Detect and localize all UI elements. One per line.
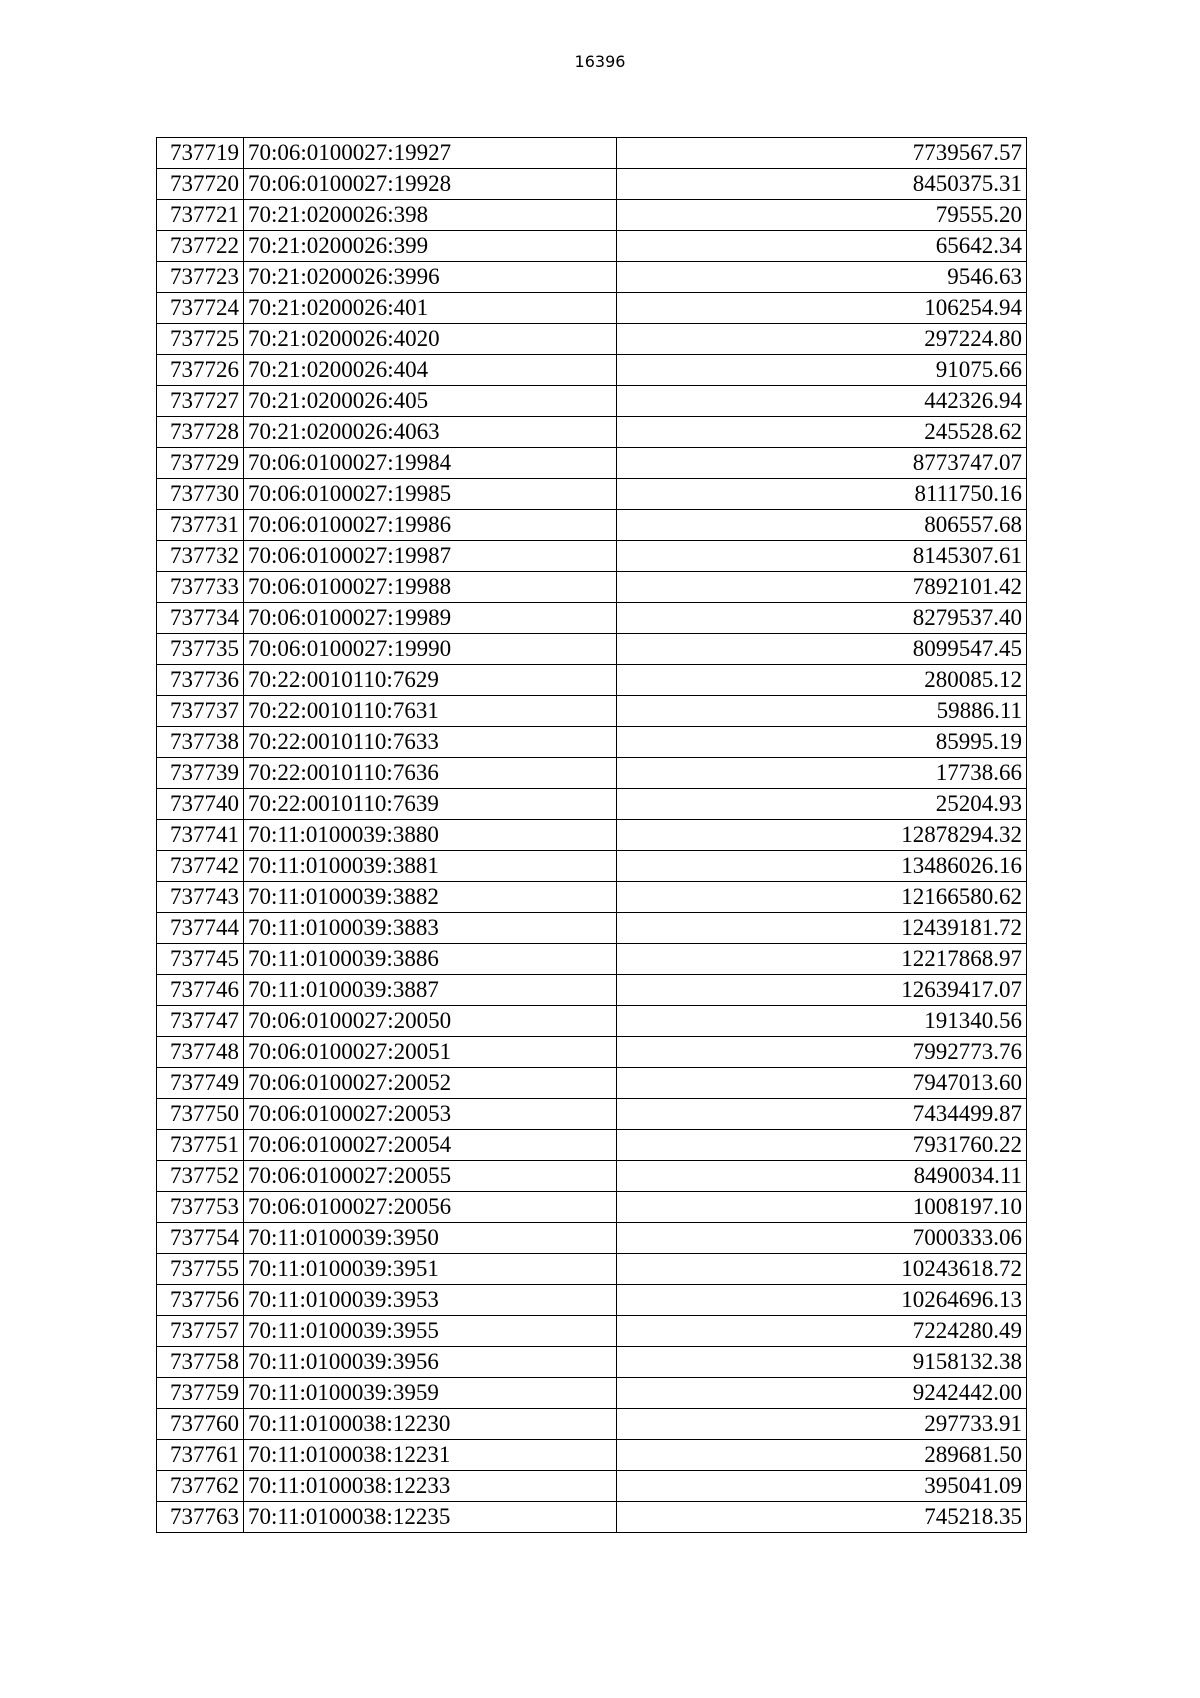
table-row	[157, 944, 1027, 975]
cadastral-number-cell: 70:06:0100027:20050	[244, 1006, 617, 1037]
value-cell: 9546.63	[617, 262, 1027, 293]
table-row	[157, 1471, 1027, 1502]
cadastral-number-cell: 70:21:0200026:401	[244, 293, 617, 324]
cadastral-number-cell: 70:11:0100039:3887	[244, 975, 617, 1006]
value-cell: 7739567.57	[617, 138, 1027, 169]
table-row	[157, 882, 1027, 913]
table-row	[157, 820, 1027, 851]
cadastral-number-cell: 70:21:0200026:398	[244, 200, 617, 231]
row-number-cell: 737723	[157, 262, 244, 293]
table-row	[157, 355, 1027, 386]
value-cell: 65642.34	[617, 231, 1027, 262]
table-row	[157, 262, 1027, 293]
row-number-cell: 737760	[157, 1409, 244, 1440]
row-number-cell: 737720	[157, 169, 244, 200]
value-cell: 1008197.10	[617, 1192, 1027, 1223]
cadastral-number-cell: 70:06:0100027:20051	[244, 1037, 617, 1068]
cadastral-number-cell: 70:06:0100027:19988	[244, 572, 617, 603]
row-number-cell: 737756	[157, 1285, 244, 1316]
value-cell: 297733.91	[617, 1409, 1027, 1440]
value-cell: 297224.80	[617, 324, 1027, 355]
table-row	[157, 1099, 1027, 1130]
row-number-cell: 737741	[157, 820, 244, 851]
cadastral-number-cell: 70:21:0200026:399	[244, 231, 617, 262]
row-number-cell: 737758	[157, 1347, 244, 1378]
row-number-cell: 737742	[157, 851, 244, 882]
table-row	[157, 1068, 1027, 1099]
table-row	[157, 1502, 1027, 1533]
value-cell: 745218.35	[617, 1502, 1027, 1533]
value-cell: 59886.11	[617, 696, 1027, 727]
table-row	[157, 510, 1027, 541]
value-cell: 395041.09	[617, 1471, 1027, 1502]
table-row	[157, 1192, 1027, 1223]
row-number-cell: 737737	[157, 696, 244, 727]
cadastral-number-cell: 70:21:0200026:405	[244, 386, 617, 417]
value-cell: 25204.93	[617, 789, 1027, 820]
cadastral-number-cell: 70:22:0010110:7636	[244, 758, 617, 789]
row-number-cell: 737733	[157, 572, 244, 603]
table-row	[157, 1409, 1027, 1440]
table-row	[157, 1316, 1027, 1347]
table-row	[157, 448, 1027, 479]
value-cell: 7892101.42	[617, 572, 1027, 603]
cadastral-number-cell: 70:06:0100027:20054	[244, 1130, 617, 1161]
cadastral-number-cell: 70:11:0100038:12233	[244, 1471, 617, 1502]
cadastral-number-cell: 70:06:0100027:19990	[244, 634, 617, 665]
cadastral-number-cell: 70:22:0010110:7629	[244, 665, 617, 696]
cadastral-number-cell: 70:11:0100039:3880	[244, 820, 617, 851]
table-row	[157, 1161, 1027, 1192]
row-number-cell: 737763	[157, 1502, 244, 1533]
row-number-cell: 737724	[157, 293, 244, 324]
cadastral-number-cell: 70:06:0100027:20052	[244, 1068, 617, 1099]
row-number-cell: 737747	[157, 1006, 244, 1037]
cadastral-number-cell: 70:06:0100027:19989	[244, 603, 617, 634]
row-number-cell: 737762	[157, 1471, 244, 1502]
value-cell: 7224280.49	[617, 1316, 1027, 1347]
table-row	[157, 758, 1027, 789]
table-row	[157, 1440, 1027, 1471]
cadastral-number-cell: 70:11:0100039:3883	[244, 913, 617, 944]
row-number-cell: 737757	[157, 1316, 244, 1347]
value-cell: 9158132.38	[617, 1347, 1027, 1378]
value-cell: 7931760.22	[617, 1130, 1027, 1161]
table-row	[157, 231, 1027, 262]
cadastral-number-cell: 70:11:0100039:3950	[244, 1223, 617, 1254]
table-row	[157, 1285, 1027, 1316]
value-cell: 12439181.72	[617, 913, 1027, 944]
value-cell: 12878294.32	[617, 820, 1027, 851]
table-row	[157, 696, 1027, 727]
cadastral-number-cell: 70:21:0200026:4020	[244, 324, 617, 355]
value-cell: 9242442.00	[617, 1378, 1027, 1409]
cadastral-number-cell: 70:22:0010110:7633	[244, 727, 617, 758]
cadastral-number-cell: 70:06:0100027:19987	[244, 541, 617, 572]
value-cell: 289681.50	[617, 1440, 1027, 1471]
row-number-cell: 737746	[157, 975, 244, 1006]
row-number-cell: 737727	[157, 386, 244, 417]
value-cell: 806557.68	[617, 510, 1027, 541]
cadastral-number-cell: 70:11:0100039:3953	[244, 1285, 617, 1316]
table-row	[157, 1037, 1027, 1068]
value-cell: 442326.94	[617, 386, 1027, 417]
value-cell: 13486026.16	[617, 851, 1027, 882]
row-number-cell: 737739	[157, 758, 244, 789]
cadastral-number-cell: 70:06:0100027:19986	[244, 510, 617, 541]
table-body	[157, 138, 1027, 1533]
value-cell: 17738.66	[617, 758, 1027, 789]
value-cell: 8145307.61	[617, 541, 1027, 572]
value-cell: 85995.19	[617, 727, 1027, 758]
table-row	[157, 386, 1027, 417]
value-cell: 12166580.62	[617, 882, 1027, 913]
cadastral-number-cell: 70:11:0100038:12231	[244, 1440, 617, 1471]
row-number-cell: 737740	[157, 789, 244, 820]
cadastral-number-cell: 70:11:0100039:3955	[244, 1316, 617, 1347]
value-cell: 7000333.06	[617, 1223, 1027, 1254]
table-row	[157, 138, 1027, 169]
row-number-cell: 737730	[157, 479, 244, 510]
value-cell: 7434499.87	[617, 1099, 1027, 1130]
row-number-cell: 737743	[157, 882, 244, 913]
row-number-cell: 737754	[157, 1223, 244, 1254]
table-row	[157, 541, 1027, 572]
table-row	[157, 1223, 1027, 1254]
value-cell: 12217868.97	[617, 944, 1027, 975]
cadastral-number-cell: 70:11:0100039:3882	[244, 882, 617, 913]
value-cell: 8099547.45	[617, 634, 1027, 665]
cadastral-number-cell: 70:06:0100027:19928	[244, 169, 617, 200]
row-number-cell: 737725	[157, 324, 244, 355]
cadastral-number-cell: 70:06:0100027:20055	[244, 1161, 617, 1192]
cadastral-number-cell: 70:22:0010110:7631	[244, 696, 617, 727]
table-row	[157, 200, 1027, 231]
cadastral-number-cell: 70:21:0200026:4063	[244, 417, 617, 448]
table-row	[157, 169, 1027, 200]
table-row	[157, 324, 1027, 355]
table-row	[157, 665, 1027, 696]
table-row	[157, 975, 1027, 1006]
cadastral-number-cell: 70:11:0100038:12235	[244, 1502, 617, 1533]
value-cell: 8279537.40	[617, 603, 1027, 634]
value-cell: 10243618.72	[617, 1254, 1027, 1285]
cadastral-number-cell: 70:11:0100039:3886	[244, 944, 617, 975]
table-row	[157, 293, 1027, 324]
row-number-cell: 737748	[157, 1037, 244, 1068]
cadastral-number-cell: 70:06:0100027:20053	[244, 1099, 617, 1130]
table-row	[157, 727, 1027, 758]
table-row	[157, 851, 1027, 882]
cadastral-number-cell: 70:06:0100027:20056	[244, 1192, 617, 1223]
table-row	[157, 1130, 1027, 1161]
value-cell: 8450375.31	[617, 169, 1027, 200]
table-row	[157, 1254, 1027, 1285]
value-cell: 191340.56	[617, 1006, 1027, 1037]
cadastral-number-cell: 70:11:0100039:3881	[244, 851, 617, 882]
cadastral-number-cell: 70:11:0100039:3959	[244, 1378, 617, 1409]
cadastral-number-cell: 70:22:0010110:7639	[244, 789, 617, 820]
table-row	[157, 603, 1027, 634]
row-number-cell: 737722	[157, 231, 244, 262]
row-number-cell: 737731	[157, 510, 244, 541]
row-number-cell: 737721	[157, 200, 244, 231]
value-cell: 245528.62	[617, 417, 1027, 448]
table-row	[157, 634, 1027, 665]
row-number-cell: 737750	[157, 1099, 244, 1130]
cadastral-number-cell: 70:11:0100039:3951	[244, 1254, 617, 1285]
table-row	[157, 479, 1027, 510]
table-row	[157, 1378, 1027, 1409]
row-number-cell: 737738	[157, 727, 244, 758]
table-row	[157, 572, 1027, 603]
row-number-cell: 737729	[157, 448, 244, 479]
value-cell: 7947013.60	[617, 1068, 1027, 1099]
row-number-cell: 737744	[157, 913, 244, 944]
value-cell: 10264696.13	[617, 1285, 1027, 1316]
row-number-cell: 737761	[157, 1440, 244, 1471]
row-number-cell: 737749	[157, 1068, 244, 1099]
table-row	[157, 1006, 1027, 1037]
value-cell: 7992773.76	[617, 1037, 1027, 1068]
row-number-cell: 737735	[157, 634, 244, 665]
value-cell: 8111750.16	[617, 479, 1027, 510]
cadastral-number-cell: 70:21:0200026:3996	[244, 262, 617, 293]
data-table	[156, 137, 1027, 1533]
row-number-cell: 737751	[157, 1130, 244, 1161]
value-cell: 106254.94	[617, 293, 1027, 324]
cadastral-number-cell: 70:06:0100027:19984	[244, 448, 617, 479]
row-number-cell: 737753	[157, 1192, 244, 1223]
table-row	[157, 417, 1027, 448]
row-number-cell: 737726	[157, 355, 244, 386]
value-cell: 280085.12	[617, 665, 1027, 696]
row-number-cell: 737736	[157, 665, 244, 696]
table-row	[157, 789, 1027, 820]
row-number-cell: 737734	[157, 603, 244, 634]
row-number-cell: 737752	[157, 1161, 244, 1192]
row-number-cell: 737732	[157, 541, 244, 572]
value-cell: 91075.66	[617, 355, 1027, 386]
row-number-cell: 737745	[157, 944, 244, 975]
row-number-cell: 737719	[157, 138, 244, 169]
value-cell: 79555.20	[617, 200, 1027, 231]
row-number-cell: 737759	[157, 1378, 244, 1409]
table-row	[157, 913, 1027, 944]
cadastral-number-cell: 70:11:0100038:12230	[244, 1409, 617, 1440]
cadastral-number-cell: 70:11:0100039:3956	[244, 1347, 617, 1378]
value-cell: 12639417.07	[617, 975, 1027, 1006]
page-number: 16396	[574, 52, 626, 71]
cadastral-number-cell: 70:21:0200026:404	[244, 355, 617, 386]
table-row	[157, 1347, 1027, 1378]
row-number-cell: 737728	[157, 417, 244, 448]
cadastral-number-cell: 70:06:0100027:19985	[244, 479, 617, 510]
row-number-cell: 737755	[157, 1254, 244, 1285]
value-cell: 8490034.11	[617, 1161, 1027, 1192]
value-cell: 8773747.07	[617, 448, 1027, 479]
cadastral-number-cell: 70:06:0100027:19927	[244, 138, 617, 169]
